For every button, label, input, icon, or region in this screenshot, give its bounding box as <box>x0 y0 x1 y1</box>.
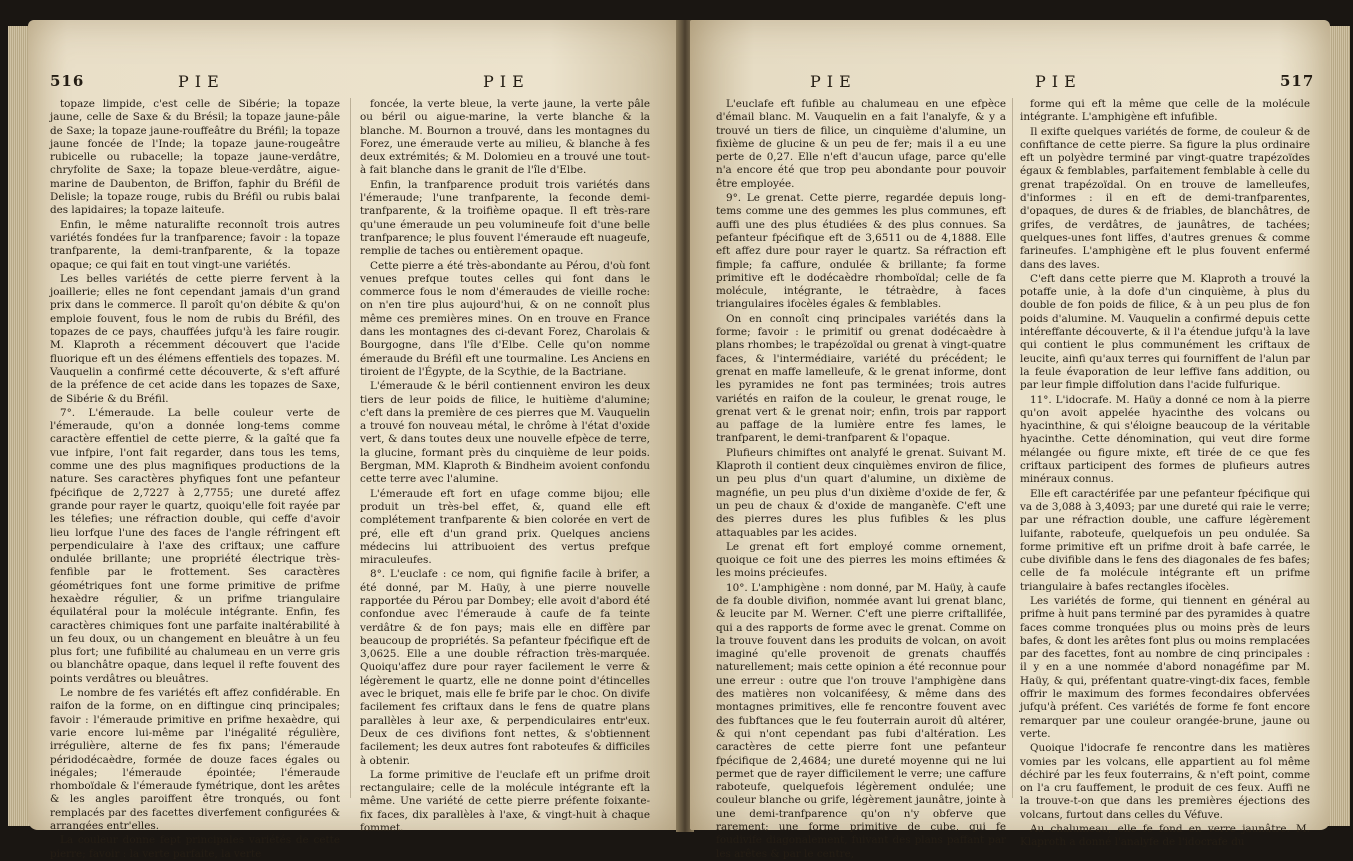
paragraph: Au chalumeau, elle fe fond en verre jaunâtre. M. Klaproth a donné l'analyfe de l'idocrafe du <box>1020 823 1310 849</box>
left-page-edges <box>8 26 30 826</box>
left-running-head-1: PIE <box>178 72 225 91</box>
paragraph: L'euclafe eft fufible au chalumeau en une efpèce d'émail blanc. M. Vauquelin en a fait l'analyfe, & y a trouvé un tiers de filice, un cinquième d'alumine, un fixième de glucine & un peu de fer; mais il a eu une perte de 0,27. Elle n'eft d'aucun ufage, parce qu'elle n'a encore été que trop peu abondante pour pouvoir être employée. <box>716 98 1006 190</box>
right-running-head-1: PIE <box>810 72 857 91</box>
paragraph: Enfin, la tranfparence produit trois variétés dans l'émeraude; l'une tranfparente, la feconde demi-tranfparente, & la troifième opaque. Il eft très-rare qu'une émeraude un peu volumineufe foit d'une belle tranfparence; le plus fouvent l'émeraude eft nuageufe, remplie de taches ou entièrement opaque. <box>360 178 650 258</box>
column-rule <box>1012 98 1013 798</box>
paragraph: C'eft dans cette pierre que M. Klaproth a trouvé la potaffe unie, à la dofe d'un cinquième, à plus du double de fon poids de filice, & à un peu plus de fon poids d'alumine. M. Vauquelin a confirmé depuis cette intéreffante découverte, & il l'a étendue jufqu'à la lave qui contient le plus communément les criftaux de leucite, ainfi qu'aux terres qui fourniffent de l'alun par la feule évaporation de leur leffive fans addition, ou par leur fimple diffolution dans l'acide fulfurique. <box>1020 272 1310 392</box>
paragraph: Il exifte quelques variétés de forme, de couleur & de confiftance de cette pierre. Sa figure la plus ordinaire eft un polyèdre terminé par vingt-quatre trapézoïdes égaux & femblables, parfaitement femblable à celle du grenat trapézoïdal. On en trouve de lamelleufes, d'informes : il en eft de demi-tranfparentes, d'opaques, de dures & de friables, de blanchâtres, de grifes, de verdâtres, de jaunâtres, de tachées; quelques-unes font liffes, d'autres grenues & comme farineufes. L'amphigène eft le plus fouvent enfermé dans des laves. <box>1020 125 1310 271</box>
paragraph: Le grenat eft fort employé comme ornement, quoique ce foit une des pierres les moins eftimées & les moins précieufes. <box>716 540 1006 580</box>
paragraph: L'émeraude eft fort en ufage comme bijou; elle produit un très-bel effet, &, quand elle eft complétement tranfparente & bien colorée en vert de pré, elle eft d'un grand prix. Quelques anciens médecins lui attribuoient des vertus prefque miraculeufes. <box>360 487 650 567</box>
paragraph: 11°. L'idocrafe. M. Haüy a donné ce nom à la pierre qu'on avoit appelée hyacinthe des volcans ou hyacinthine, & qui s'éloigne beaucoup de la véritable hyacinthe. Cette dénomination, qui veut dire forme mélangée ou figure mixte, eft tirée de ce que fes criftaux participent des formes de plufieurs autres minéraux connus. <box>1020 393 1310 486</box>
paragraph: topaze limpide, c'est celle de Sibérie; la topaze jaune, celle de Saxe & du Brésil; la topaze jaune-pâle de Saxe; la topaze jaune-rouffeâtre du Bréfil; la topaze jaune foncée de l'Inde; la topaze jaune-rougeâtre rubicelle ou rubacelle; la topaze jaune-verdâtre, chryfolite de Saxe; la topaze bleue-verdâtre, aigue-marine de Daubenton, de Briffon, faphir du Bréfil de Delisle; la topaze rouge, rubis du Bréfil ou rubis balai des lapidaires; la topaze laiteufe. <box>50 98 340 217</box>
column-rule <box>350 98 351 798</box>
paragraph: Les variétés de forme, qui tiennent en général au prifme à huit pans terminé par des pyramides à quatre faces comme tronquées plus ou moins près de leurs bafes, & dont les arêtes font plus ou moins remplacées par des facettes, font au nombre de cinq principales : il y en a une nommée d'abord nonagéfime par M. Haüy, & qui, préfentant quatre-vingt-dix faces, femble offrir le maximum des formes fecondaires obfervées jufqu'à préfent. Ces variétés de forme fe font encore remarquer par une couleur orangée-brune, jaune ou verte. <box>1020 594 1310 740</box>
paragraph: Les belles variétés de cette pierre fervent à la joaillerie; elles ne font cependant jamais d'un grand prix dans le commerce. Il paroît qu'on débite & qu'on emploie fouvent, fous le nom de rubis du Bréfil, des topazes de ce pays, chauffées jufqu'à les faire rougir. M. Klaproth a récemment découvert que l'acide fluorique eft un des élémens effentiels des topazes. M. Vauquelin a confirmé cette découverte, & s'eft affuré de la préfence de cet acide dans les topazes de Saxe, de Sibérie & du Bréfil. <box>50 272 340 405</box>
right-page-edges <box>1328 26 1350 826</box>
right-column-2 <box>1020 98 1310 849</box>
paragraph: Cette pierre a été très-abondante au Pérou, d'où font venues prefque toutes celles qui font dans le commerce fous le nom d'émeraudes de vieille roche: on n'en tire plus aujourd'hui, & on ne connoît plus même ces premières mines. On en trouve en France dans les montagnes des ci-devant Forez, Charolais & Bourgogne, dans l'île d'Elbe. Celle qu'on nomme émeraude du Bréfil eft une tourmaline. Les Anciens en tiroient de l'Égypte, de la Scythie, de la Bactriane. <box>360 259 650 378</box>
right-page-number: 517 <box>1280 72 1315 90</box>
paragraph: L'émeraude & le béril contiennent environ les deux tiers de leur poids de filice, le huitième d'alumine; c'eft dans la première de ces pierres que M. Vauquelin a trouvé fon nouveau métal, le chrôme à l'état d'oxide vert, & dans toutes deux une nouvelle efpèce de terre, la glucine, formant près du cinquième de leur poids. Bergman, MM. Klaproth & Bindheim avoient confondu cette terre avec l'alumine. <box>360 380 650 486</box>
paragraph: La forme primitive de l'euclafe eft un prifme droit rectangulaire; celle de la molécule intégrante eft la même. Une variété de cette pierre préfente foixante-fix faces, dix parallèles à l'axe, & vingt-huit à chaque fommet. <box>360 768 650 835</box>
paragraph: La couleur donne fept principales variétés de cette pierre; favoir : la verte parfaite, la verte <box>50 834 340 860</box>
paragraph: 8°. L'euclafe : ce nom, qui fignifie facile à brifer, a été donné, par M. Haüy, à une pierre nouvelle rapportée du Pérou par Dombey; elle avoit d'abord été confondue avec l'émeraude à caufe de fa teinte verdâtre & de fon pays; mais elle en diffère par beaucoup de propriétés. Sa pefanteur fpécifique eft de 3,0625. Elle a une double réfraction très-marquée. Quoiqu'affez dure pour rayer facilement le verre & légèrement le quartz, elle ne donne point d'étincelles avec le briquet, mais elle fe brife par le choc. On divife facilement fes criftaux dans le fens de quatre plans parallèles à leur axe, & perpendiculaires entr'eux. Deux de ces divifions font nettes, & s'obtiennent facilement; les deux autres font raboteufes & difficiles à obtenir. <box>360 568 650 767</box>
paragraph: 7°. L'émeraude. La belle couleur verte de l'émeraude, qu'on a donnée long-tems comme caractère effentiel de cette pierre, & la gaîté que fa vue infpire, l'ont fait regarder, dans tous les tems, comme une des plus magnifiques productions de la nature. Ses caractères phyfiques font une pefanteur fpécifique de 2,7227 à 2,7755; une dureté affez grande pour rayer le quartz, quoiqu'elle foit rayée par les télefies; une réfraction double, qui ceffe d'avoir lieu lorfque l'une des faces de l'angle réfringent eft perpendiculaire à l'axe des criftaux; une caffure ondulée brillante; une propriété électrique très-fenfible par le frottement. Ses caractères géométriques font une forme primitive de prifme hexaèdre régulier, & un prifme triangulaire équilatéral pour la molécule intégrante. Enfin, fes caractères chimiques font une parfaite inaltérabilité à un feu doux, ou un changement en bleuâtre à un feu plus fort; une fufibilité au chalumeau en un verre gris ou blanchâtre opaque, dans lequel il refte fouvent des points verdâtres ou bleuâtres. <box>50 406 340 685</box>
paragraph: foncée, la verte bleue, la verte jaune, la verte pâle ou béril ou aigue-marine, la verte blanche & la blanche. M. Bournon a trouvé, dans les montagnes du Forez, une émeraude verte au milieu, & blanche à fes deux extrémités; & M. Dolomieu en a trouvé une tout-à fait blanche dans le granit de l'île d'Elbe. <box>360 98 650 177</box>
left-page-number: 516 <box>50 72 85 90</box>
left-column-1 <box>50 98 340 860</box>
left-running-head-2: PIE <box>483 72 530 91</box>
left-column-2 <box>360 98 650 835</box>
paragraph: Le nombre de fes variétés eft affez confidérable. En raifon de la forme, on en diftingue cinq principales; favoir : l'émeraude primitive en prifme hexaèdre, qui varie encore lui-même par l'inégalité régulière, irrégulière, alterne de fes fix pans; l'émeraude péridodécaèdre, formée de douze faces égales ou inégales; l'émeraude épointée; l'émeraude rhomboïdale & l'émeraude fymétrique, dont les arêtes & les angles paroiffent être tronqués, ou font remplacés par des facettes diverfement configurées & arrangées entr'elles. <box>50 687 340 833</box>
right-page <box>690 20 1330 860</box>
right-running-head-2: PIE <box>1035 72 1082 91</box>
left-page <box>28 20 680 860</box>
paragraph: forme qui eft la même que celle de la molécule intégrante. L'amphigène eft infufible. <box>1020 98 1310 124</box>
paragraph: Plufieurs chimiftes ont analyfé le grenat. Suivant M. Klaproth il contient deux cinquièmes environ de filice, un peu plus d'un quart d'alumine, un dixième de magnéfie, un peu plus d'un dixième d'oxide de fer, & un peu de chaux & d'oxide de manganèfe. C'eft une des pierres dures les plus fufibles & les plus attaquables par les acides. <box>716 446 1006 539</box>
paragraph: 10°. L'amphigène : nom donné, par M. Haüy, à caufe de fa double divifion, nommée avant lui grenat blanc, & leucite par M. Werner. C'eft une pierre criftallifée, qui a des rapports de forme avec le grenat. Comme on la trouve fouvent dans les produits de volcan, on avoit imaginé qu'elle provenoit de grenats chauffés naturellement; mais cette opinion a été reconnue pour une erreur : outre que l'on trouve l'amphigène dans des matières non volcaniféesy, & même dans des montagnes primitives, elle fe rencontre fouvent avec des fubftances que le feu fouterrain auroit dû altérer, & qui n'ont cependant pas fubi d'altération. Les caractères de cette pierre font une pefanteur fpécifique de 2,4684; une dureté moyenne qui ne lui permet que de rayer difficilement le verre; une caffure raboteufe, quelquefois légèrement ondulée; une couleur blanche ou grife, légèrement jaunâtre, jointe à une demi-tranfparence qu'on n'y obferve que rarement; une forme primitive de cube, qui fe foudivife diagonalement, fuivant des plans paffant par les arêtes & par le centre, <box>716 581 1006 860</box>
paragraph: On en connoît cinq principales variétés dans la forme; favoir : le primitif ou grenat dodécaèdre à plans rhombes; le trapézoïdal ou grenat à vingt-quatre faces, & l'intermédiaire, variété du précédent; le grenat en maffe lamelleufe, & le grenat informe, dont les pyramides ne font pas terminées; trois autres variétés en raifon de la couleur, le grenat rouge, le grenat vert & le grenat noir; enfin, trois par rapport au paffage de la lumière entre fes lames, le tranfparent, le demi-tranfparent & l'opaque. <box>716 312 1006 445</box>
right-column-1 <box>716 98 1006 860</box>
paragraph: Quoique l'idocrafe fe rencontre dans les matières vomies par les volcans, elle appartient au fol même déchiré par les feux fouterrains, & n'eft point, comme on l'a cru fauffement, le produit de ces feux. Auffi ne la trouve-t-on que dans les premières éjections des volcans, furtout dans celles du Véfuve. <box>1020 742 1310 821</box>
paragraph: Elle eft caractérifée par une pefanteur fpécifique qui va de 3,088 à 3,4093; par une dureté qui raie le verre; par une réfraction double, une caffure légèrement luifante, raboteufe, quelquefois un peu ondulée. Sa forme primitive eft un prifme droit à bafe carrée, le cube divifible dans le fens des diagonales de fes bafes; celle de fa molécule intégrante eft un prifme triangulaire à bafes rectangles ifocèles. <box>1020 487 1310 593</box>
paragraph: Enfin, le même naturalifte reconnoît trois autres variétés fondées fur la tranfparence; favoir : la topaze tranfparente, la demi-tranfparente, & la topaze opaque; ce qui fait en tout vingt-une variétés. <box>50 218 340 271</box>
paragraph: 9°. Le grenat. Cette pierre, regardée depuis long-tems comme une des gemmes les plus communes, eft auffi une des plus étudiées & des plus connues. Sa pefanteur fpécifique eft de 3,6511 ou de 4,1888. Elle eft affez dure pour rayer le quartz. Sa réfraction eft fimple; fa caffure, ondulée & brillante; fa forme primitive eft le dodécaèdre rhomboïdal; celle de fa molécule, intégrante, le tétraèdre, à faces triangulaires ifocèles égales & femblables. <box>716 192 1006 311</box>
